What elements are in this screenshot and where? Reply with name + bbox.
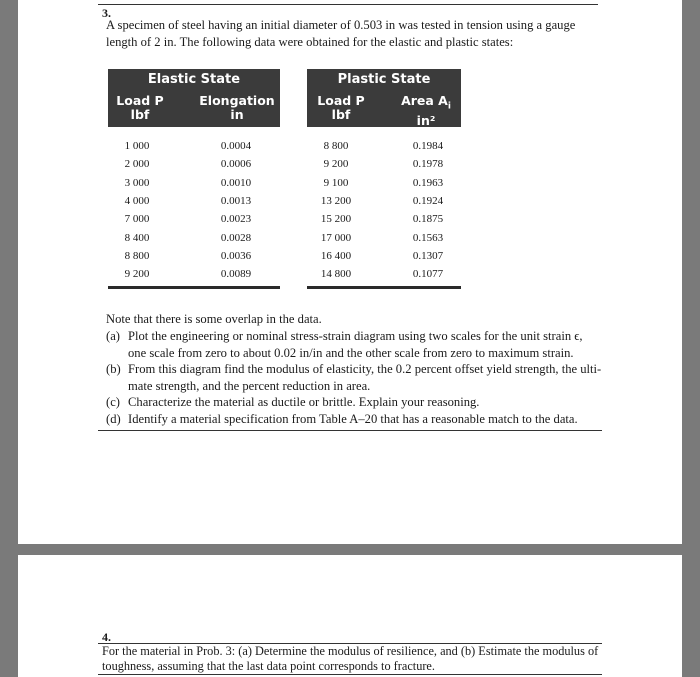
plastic-area-cell: 0.1963: [412, 176, 444, 189]
elastic-elongation-cell: 0.0089: [220, 268, 252, 281]
question-item-text: mate strength, and the percent reduction in area.: [128, 378, 371, 393]
col-plastic-area: [393, 94, 459, 128]
plastic-load-cell: 16 400: [320, 249, 352, 262]
col-elastic-elongation-unit: in: [230, 107, 244, 122]
elastic-load-cell: 9 200: [124, 268, 150, 281]
question-item-text: one scale from zero to about 0.02 in/in and the other scale from zero to maximum strain.: [128, 345, 574, 360]
problem-3-bottom-rule: [98, 430, 602, 431]
col-plastic-area-unit: in²: [416, 112, 436, 128]
col-elastic-load-name: Load P: [116, 93, 164, 108]
question-item-line: [106, 361, 686, 378]
elastic-load-cell: 8 400: [124, 231, 150, 244]
col-elastic-load: [110, 94, 170, 122]
plastic-load-cell: 14 800: [320, 268, 352, 281]
col-plastic-area-label: Area A: [401, 93, 448, 108]
problem-3-intro-line-2: length of 2 in. The following data were obtained for the elastic and plastic states:: [106, 35, 514, 49]
elastic-load-cell: 7 000: [124, 213, 150, 226]
elastic-elongation-cell: 0.0006: [220, 158, 252, 171]
plastic-area-cell: 0.1307: [412, 249, 444, 262]
plastic-load-cell: 9 100: [323, 176, 349, 189]
problem-3-number: 3.: [102, 6, 111, 20]
plastic-load-cell: 9 200: [323, 158, 349, 171]
question-item-label: (b): [106, 362, 121, 376]
overlap-note: Note that there is some overlap in the data.: [106, 312, 322, 326]
elastic-load-cell: 3 000: [124, 176, 150, 189]
elastic-load-cell: 1 000: [124, 140, 150, 152]
col-plastic-area-subscript: i: [447, 101, 451, 112]
question-item-text: Characterize the material as ductile or brittle. Explain your reasoning.: [128, 395, 480, 409]
question-item-label: (d): [106, 411, 121, 426]
plastic-state-title: Plastic State: [337, 72, 431, 87]
problem-4-line-2: toughness, assuming that the last data point corresponds to fracture.: [102, 659, 435, 673]
question-item-label: (c): [106, 395, 120, 409]
col-elastic-elongation-name: Elongation: [199, 93, 275, 108]
elastic-elongation-cell: 0.0036: [220, 249, 252, 262]
question-item-text: Plot the engineering or nominal stress-strain diagram using two scales for the unit strain ϵ,: [128, 329, 583, 343]
question-item-text: From this diagram find the modulus of elasticity, the 0.2 percent offset yield strength, the ulti-: [128, 362, 602, 376]
plastic-bottom-rule: [307, 286, 461, 289]
plastic-load-cell: 13 200: [320, 194, 352, 207]
elastic-elongation-cell: 0.0013: [220, 194, 252, 207]
elastic-elongation-cell: 0.0004: [220, 140, 252, 152]
plastic-area-cell: 0.1978: [412, 158, 444, 171]
question-item-text: Identify a material specification from Table A–20 that has a reasonable match to the data.: [128, 411, 578, 426]
problem-4-line-1: For the material in Prob. 3: (a) Determine the modulus of resilience, and (b) Estimate the modulus of: [102, 644, 599, 658]
plastic-load-cell: 17 000: [320, 231, 352, 244]
top-rule: [98, 4, 598, 5]
col-plastic-load-unit: lbf: [331, 107, 351, 122]
page-2: [18, 555, 682, 677]
plastic-area-cell: 0.1984: [412, 140, 444, 152]
col-plastic-area-name: [401, 93, 451, 112]
problem-4-bottom-rule: [98, 674, 602, 675]
elastic-bottom-rule: [108, 286, 280, 289]
col-plastic-load: [309, 94, 373, 122]
plastic-area-cell: 0.1875: [412, 213, 444, 226]
question-item-label: (a): [106, 329, 120, 343]
question-item-line: [106, 328, 686, 345]
question-item-line: [106, 378, 686, 395]
col-elastic-load-unit: lbf: [130, 107, 150, 122]
page-1: [18, 0, 682, 544]
question-item-line: [106, 394, 686, 411]
question-item-line: [106, 345, 686, 362]
plastic-state-header: [307, 69, 461, 127]
elastic-elongation-cell: 0.0023: [220, 213, 252, 226]
plastic-area-cell: 0.1077: [412, 268, 444, 281]
problem-3-intro-line-1: A specimen of steel having an initial diameter of 0.503 in was tested in tension using a gauge: [106, 18, 576, 32]
col-plastic-load-name: Load P: [317, 93, 365, 108]
plastic-area-cell: 0.1924: [412, 194, 444, 207]
plastic-area-cell: 0.1563: [412, 231, 444, 244]
elastic-state-header: [108, 69, 280, 127]
elastic-load-cell: 4 000: [124, 194, 150, 207]
plastic-load-cell: 15 200: [320, 213, 352, 226]
elastic-elongation-cell: 0.0028: [220, 231, 252, 244]
elastic-elongation-cell: 0.0010: [220, 176, 252, 189]
col-elastic-elongation: [194, 94, 280, 122]
problem-4-number: 4.: [102, 630, 111, 644]
plastic-load-cell: 8 800: [323, 140, 349, 152]
elastic-load-cell: 2 000: [124, 158, 150, 171]
question-item-line: [106, 411, 686, 428]
elastic-load-cell: 8 800: [124, 249, 150, 262]
elastic-state-title: Elastic State: [147, 72, 241, 87]
